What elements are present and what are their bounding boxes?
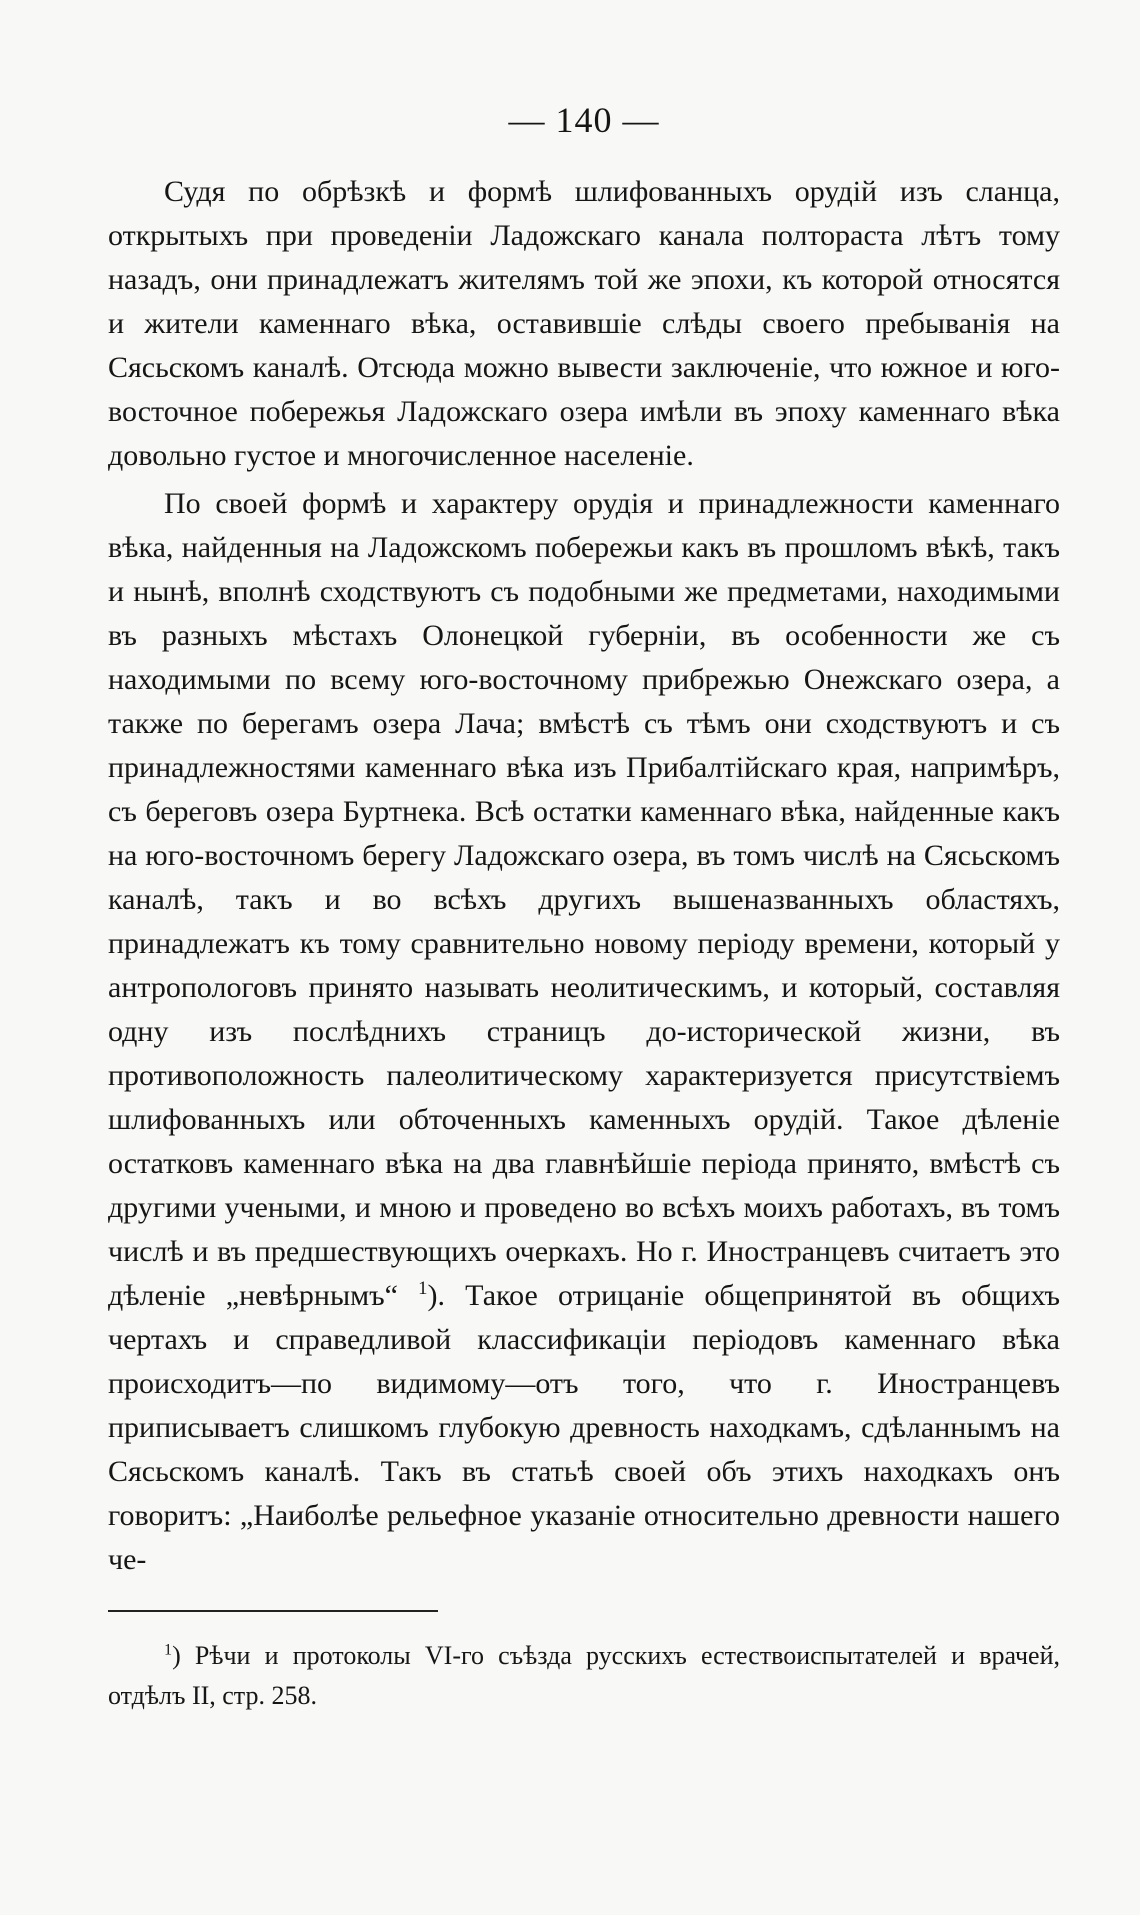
paragraph-2-text-before-note: По своей формѣ и характеру орудія и принадлежности каменнаго вѣка, найденныя на Ладожскомъ побережьи какъ въ прошломъ вѣкѣ, такъ и нынѣ, вполнѣ сходствуютъ съ подобными же предметами, находимыми въ разныхъ мѣстахъ Олонецкой губерніи, въ особенности же съ находимыми по всему юго-восточному прибрежью Онежскаго озера, а также по берегамъ озера Лача; вмѣстѣ съ тѣмъ они сходствуютъ и съ принадлежностями каменнаго вѣка изъ Прибалтійскаго края, напримѣръ, съ береговъ озера Буртнека. Всѣ остатки каменнаго вѣка, найденные какъ на юго-восточномъ берегу Ладожскаго озера, въ томъ числѣ на Сясьскомъ каналѣ, такъ и во всѣхъ другихъ вышеназванныхъ областяхъ, принадлежатъ къ тому сравнительно новому періоду времени, который у антропологовъ принято называть неолитическимъ, и который, составляя одну изъ послѣднихъ страницъ до-исторической жизни, въ противоположность палеолитическому характеризуется присутствіемъ шлифованныхъ или обточенныхъ каменныхъ орудій. Такое дѣленіе остатковъ каменнаго вѣка на два главнѣйшіе періода принято, вмѣстѣ съ другими учеными, и мною и проведено во всѣхъ моихъ работахъ, въ томъ числѣ и въ предшествующихъ очеркахъ. Но г. Иностранцевъ считаетъ это дѣленіе „невѣрнымъ“ xyxy=(108,487,1060,1312)
footnote-reference: 1 xyxy=(418,1278,428,1299)
footnote-marker: 1 xyxy=(164,1641,173,1659)
paragraph-1: Судя по обрѣзкѣ и формѣ шлифованныхъ орудій изъ сланца, открытыхъ при проведеніи Ладожскаго канала полтораста лѣтъ тому назадъ, они принадлежатъ жителямъ той же эпохи, къ которой относятся и жители каменнаго вѣка, оставившіе слѣды своего пребыванія на Сясьскомъ каналѣ. Отсюда можно вывести заключеніе, что южное и юго-восточное побережья Ладожскаго озера имѣли въ эпоху каменнаго вѣка довольно густое и многочисленное населеніе. xyxy=(108,175,1060,472)
footnote-divider xyxy=(108,1610,438,1612)
footnote xyxy=(108,1636,1060,1716)
page-number: — 140 — xyxy=(508,100,660,140)
page xyxy=(108,100,1060,1716)
paragraph-2 xyxy=(108,482,1060,1582)
paragraph-2-text-after-note: ). Такое отрицаніе общепринятой въ общихъ чертахъ и справедливой классификаціи періодовъ каменнаго вѣка происходитъ—по видимому—отъ того, что г. Иностранцевъ приписываетъ слишкомъ глубокую древность находкамъ, сдѣланнымъ на Сясьскомъ каналѣ. Такъ въ статьѣ своей объ этихъ находкахъ онъ говоритъ: „Наиболѣе рельефное указаніе относительно древности нашего че- xyxy=(108,1279,1060,1576)
footnote-text: ) Рѣчи и протоколы VI-го съѣзда русскихъ естествоиспытателей и врачей, отдѣлъ II, стр. 258. xyxy=(108,1641,1060,1710)
